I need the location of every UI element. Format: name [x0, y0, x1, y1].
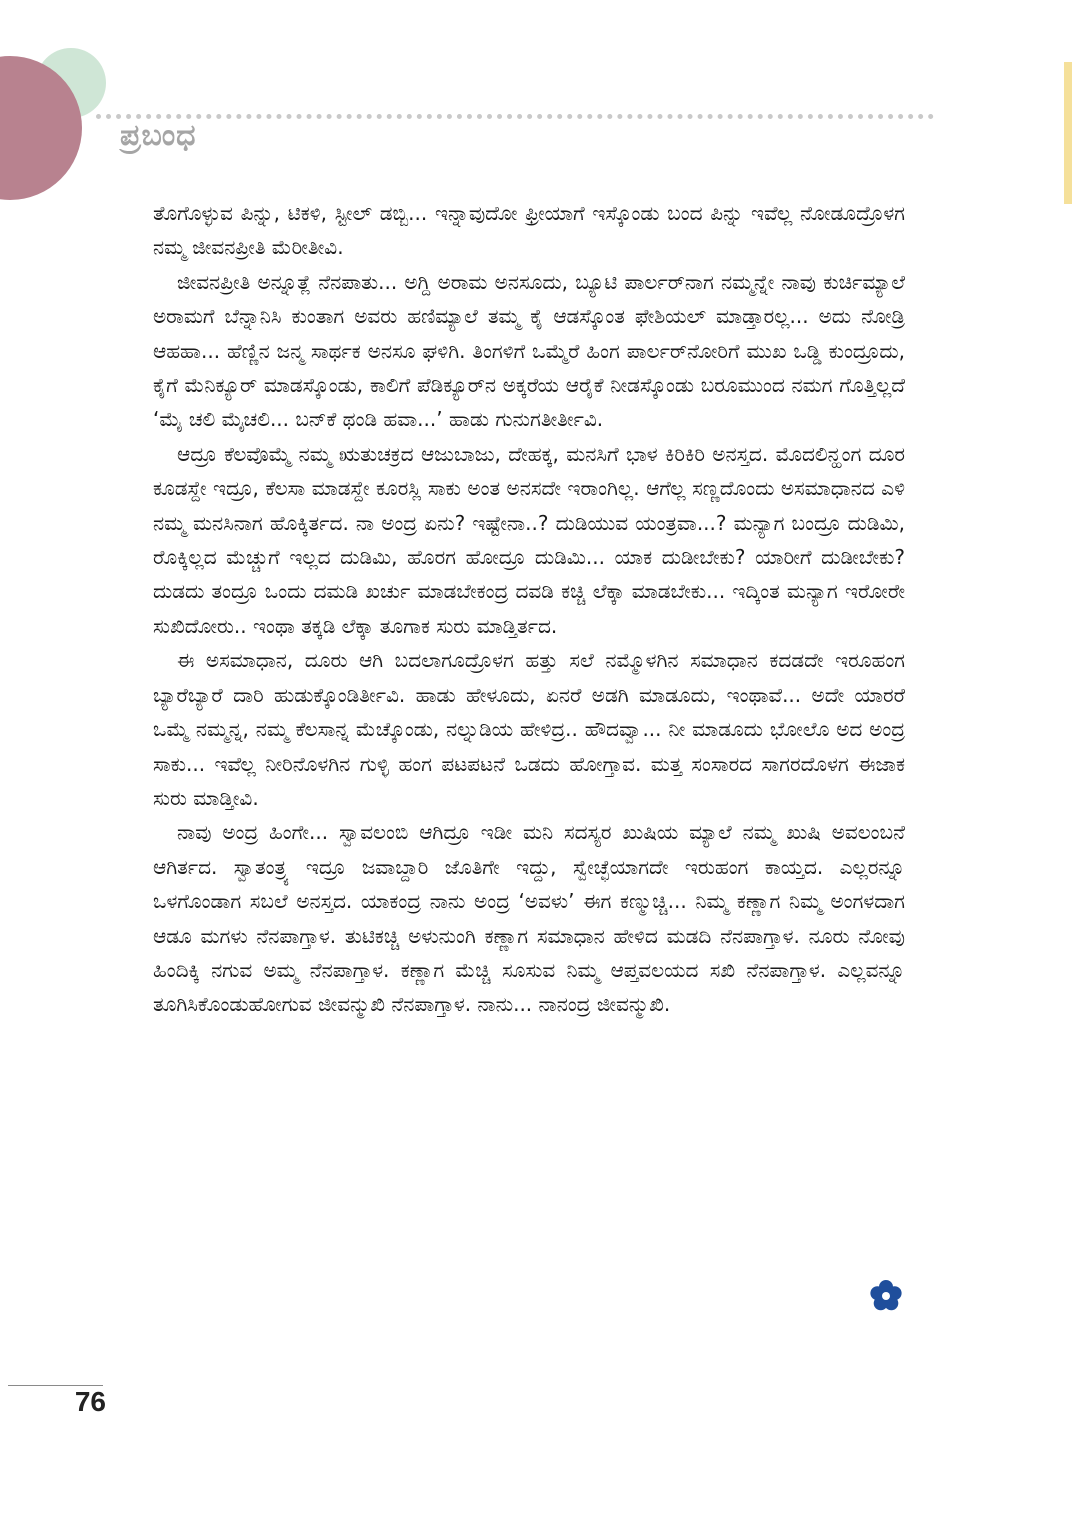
section-title: ಪ್ರಬಂಧ [120, 118, 197, 153]
paragraph-2: ಜೀವನಪ್ರೀತಿ ಅನ್ನೂತ್ಲೆ ನೆನಪಾತು... ಅಗ್ದಿ ಅರಾಮ ಅನಸೂದು, ಬ್ಯೂಟಿ ಪಾರ್ಲರ್‌ನಾಗ ನಮ್ಮನ್ನೇ ನಾವು ಕುರ್ಚಿಮ್ಯಾಲೆ ಅರಾಮಗೆ ಬೆನ್ನಾನಿಸಿ ಕುಂತಾಗ ಅವರು ಹಣಿಮ್ಯಾಲೆ ತಮ್ಮ ಕೈ ಆಡಸ್ಕೊಂತ ಫೇಶಿಯಲ್ ಮಾಡ್ತಾರಲ್ಲ... ಅದು ನೋಡ್ರಿ ಆಹಹಾ... ಹೆಣ್ಣಿನ ಜನ್ಮ ಸಾರ್ಥಕ ಅನಸೂ ಘಳಿಗಿ. ತಿಂಗಳಿಗೆ ಒಮ್ಮೆರೆ ಹಿಂಗ ಪಾರ್ಲರ್‌ನೋರಿಗೆ ಮುಖ ಒಡ್ಡಿ ಕುಂದ್ರೂದು, ಕೈಗೆ ಮೆನಿಕ್ಯೂರ್ ಮಾಡಸ್ಕೊಂಡು, ಕಾಲಿಗೆ ಪೆಡಿಕ್ಯೂರ್‌ನ ಅಕ್ಕರೆಯ ಆರೈಕೆ ನೀಡಸ್ಕೊಂಡು ಬರೂಮುಂದ ನಮಗ ಗೊತ್ತಿಲ್ಲದೆ ‘ಮೈ ಚಲಿ ಮೈಚಲಿ... ಬನ್‌ಕೆ ಥಂಡಿ ಹವಾ...’ ಹಾಡು ಗುನುಗತೀರ್ತೀವಿ. [153, 269, 905, 432]
header-dotted-rule [96, 114, 934, 119]
essay-body [153, 196, 905, 1022]
page-number: 76 [74, 1386, 106, 1417]
paragraph-3: ಆದ್ರೂ ಕೆಲವೊಮ್ಮೆ ನಮ್ಮ ಋತುಚಕ್ರದ ಆಜುಬಾಜು, ದೇಹಕ್ಕ, ಮನಸಿಗೆ ಭಾಳ ಕಿರಿಕಿರಿ ಅನಸ್ತದ. ಮೊದಲಿನ್ಹಂಗ ದೂರ ಕೂಡಸ್ದೇ ಇದ್ರೂ, ಕೆಲಸಾ ಮಾಡಸ್ದೇ ಕೂರಸ್ಲಿ ಸಾಕು ಅಂತ ಅನಸದೇ ಇರಾಂಗಿಲ್ಲ. ಆಗೆಲ್ಲ ಸಣ್ಣದೊಂದು ಅಸಮಾಧಾನದ ಎಳಿ ನಮ್ಮ ಮನಸಿನಾಗ ಹೊಕ್ಕಿರ್ತದ. ನಾ ಅಂದ್ರ ಏನು? ಇಷ್ಟೇನಾ..? ದುಡಿಯುವ ಯಂತ್ರವಾ...? ಮನ್ಯಾಗ ಬಂದ್ರೂ ದುಡಿಮಿ, ರೊಕ್ಕಿಲ್ಲದ ಮೆಚ್ಚುಗೆ ಇಲ್ಲದ ದುಡಿಮಿ, ಹೊರಗ ಹೋದ್ರೂ ದುಡಿಮಿ... ಯಾಕ ದುಡೀಬೇಕು? ಯಾರೀಗೆ ದುಡೀಬೇಕು? ದುಡದು ತಂದ್ರೂ ಒಂದು ದಮಡಿ ಖರ್ಚು ಮಾಡಬೇಕಂದ್ರ ದವಡಿ ಕಚ್ಚಿ ಲೆಕ್ಕಾ ಮಾಡಬೇಕು... ಇದ್ಕಿಂತ ಮನ್ಯಾಗ ಇರೋರೇ ಸುಖಿದೋರು.. ಇಂಥಾ ತಕ್ಕಡಿ ಲೆಕ್ಕಾ ತೂಗಾಕ ಸುರು ಮಾಡ್ತಿರ್ತದ. [153, 441, 905, 638]
right-edge-tab [1064, 62, 1072, 204]
flower-icon [866, 1276, 906, 1316]
paragraph-5: ನಾವು ಅಂದ್ರ ಹಿಂಗೇ... ಸ್ವಾವಲಂಬಿ ಆಗಿದ್ರೂ ಇಡೀ ಮನಿ ಸದಸ್ಯರ ಖುಷಿಯ ಮ್ಯಾಲೆ ನಮ್ಮ ಖುಷಿ ಅವಲಂಬನೆ ಆಗಿರ್ತದ. ಸ್ವಾತಂತ್ರ್ಯ ಇದ್ರೂ ಜವಾಬ್ದಾರಿ ಜೊತಿಗೇ ಇದ್ದು, ಸ್ವೇಚ್ಛೆಯಾಗದೇ ಇರುಹಂಗ ಕಾಯ್ತದ. ಎಲ್ಲರನ್ನೂ ಒಳಗೊಂಡಾಗ ಸಬಲೆ ಅನಸ್ತದ. ಯಾಕಂದ್ರ ನಾನು ಅಂದ್ರ ‘ಅವಳು’ ಈಗ ಕಣ್ಮುಚ್ಚಿ... ನಿಮ್ಮ ಕಣ್ಣಾಗ ನಿಮ್ಮ ಅಂಗಳದಾಗ ಆಡೂ ಮಗಳು ನೆನಪಾಗ್ತಾಳ. ತುಟಿಕಚ್ಚಿ ಅಳುನುಂಗಿ ಕಣ್ಣಾಗ ಸಮಾಧಾನ ಹೇಳಿದ ಮಡದಿ ನೆನಪಾಗ್ತಾಳ. ನೂರು ನೋವು ಹಿಂದಿಕ್ಕಿ ನಗುವ ಅಮ್ಮ ನೆನಪಾಗ್ತಾಳ. ಕಣ್ಣಾಗ ಮೆಚ್ಚಿ ಸೂಸುವ ನಿಮ್ಮ ಆಪ್ತವಲಯದ ಸಖಿ ನೆನಪಾಗ್ತಾಳ. ಎಲ್ಲವನ್ನೂ ತೂಗಿಸಿಕೊಂಡುಹೋಗುವ ಜೀವನ್ಮುಖಿ ನೆನಪಾಗ್ತಾಳ. ನಾನು... ನಾನಂದ್ರ ಜೀವನ್ಮುಖಿ. [153, 820, 905, 1017]
paragraph-4: ಈ ಅಸಮಾಧಾನ, ದೂರು ಆಗಿ ಬದಲಾಗೂದ್ರೊಳಗ ಹತ್ತು ಸಲೆ ನಮ್ಮೊಳಗಿನ ಸಮಾಧಾನ ಕದಡದೇ ಇರೂಹಂಗ ಬ್ಯಾರೆಬ್ಯಾರೆ ದಾರಿ ಹುಡುಕ್ಕೊಂಡಿರ್ತೀವಿ. ಹಾಡು ಹೇಳೂದು, ಏನರೆ ಅಡಗಿ ಮಾಡೂದು, ಇಂಥಾವೆ... ಅದೇ ಯಾರರೆ ಒಮ್ಮೆ ನಮ್ಮನ್ನ, ನಮ್ಮ ಕೆಲಸಾನ್ನ ಮೆಚ್ಕೊಂಡು, ನಲ್ನುಡಿಯ ಹೇಳಿದ್ರ.. ಹೌದವ್ವಾ... ನೀ ಮಾಡೂದು ಭೋಲೊ ಅದ ಅಂದ್ರ ಸಾಕು... ಇವೆಲ್ಲ ನೀರಿನೊಳಗಿನ ಗುಳ್ಳಿ ಹಂಗ ಪಟಪಟನೆ ಒಡದು ಹೋಗ್ತಾವ. ಮತ್ತ ಸಂಸಾರದ ಸಾಗರದೊಳಗ ಈಜಾಕ ಸುರು ಮಾಡ್ತೀವಿ. [153, 648, 905, 810]
paragraph-1: ತೊಗೊಳ್ಳುವ ಪಿನ್ನು, ಟಿಕಳಿ, ಸ್ಟೀಲ್ ಡಬ್ಬಿ... ಇನ್ನಾವುದೋ ಫ್ರೀಯಾಗೆ ಇಸ್ಕೊಂಡು ಬಂದ ಪಿನ್ನು ಇವೆಲ್ಲ ನೋಡೂದ್ರೊಳಗ ನಮ್ಮ ಜೀವನಪ್ರೀತಿ ಮೆರೀತೀವಿ. [153, 201, 905, 260]
